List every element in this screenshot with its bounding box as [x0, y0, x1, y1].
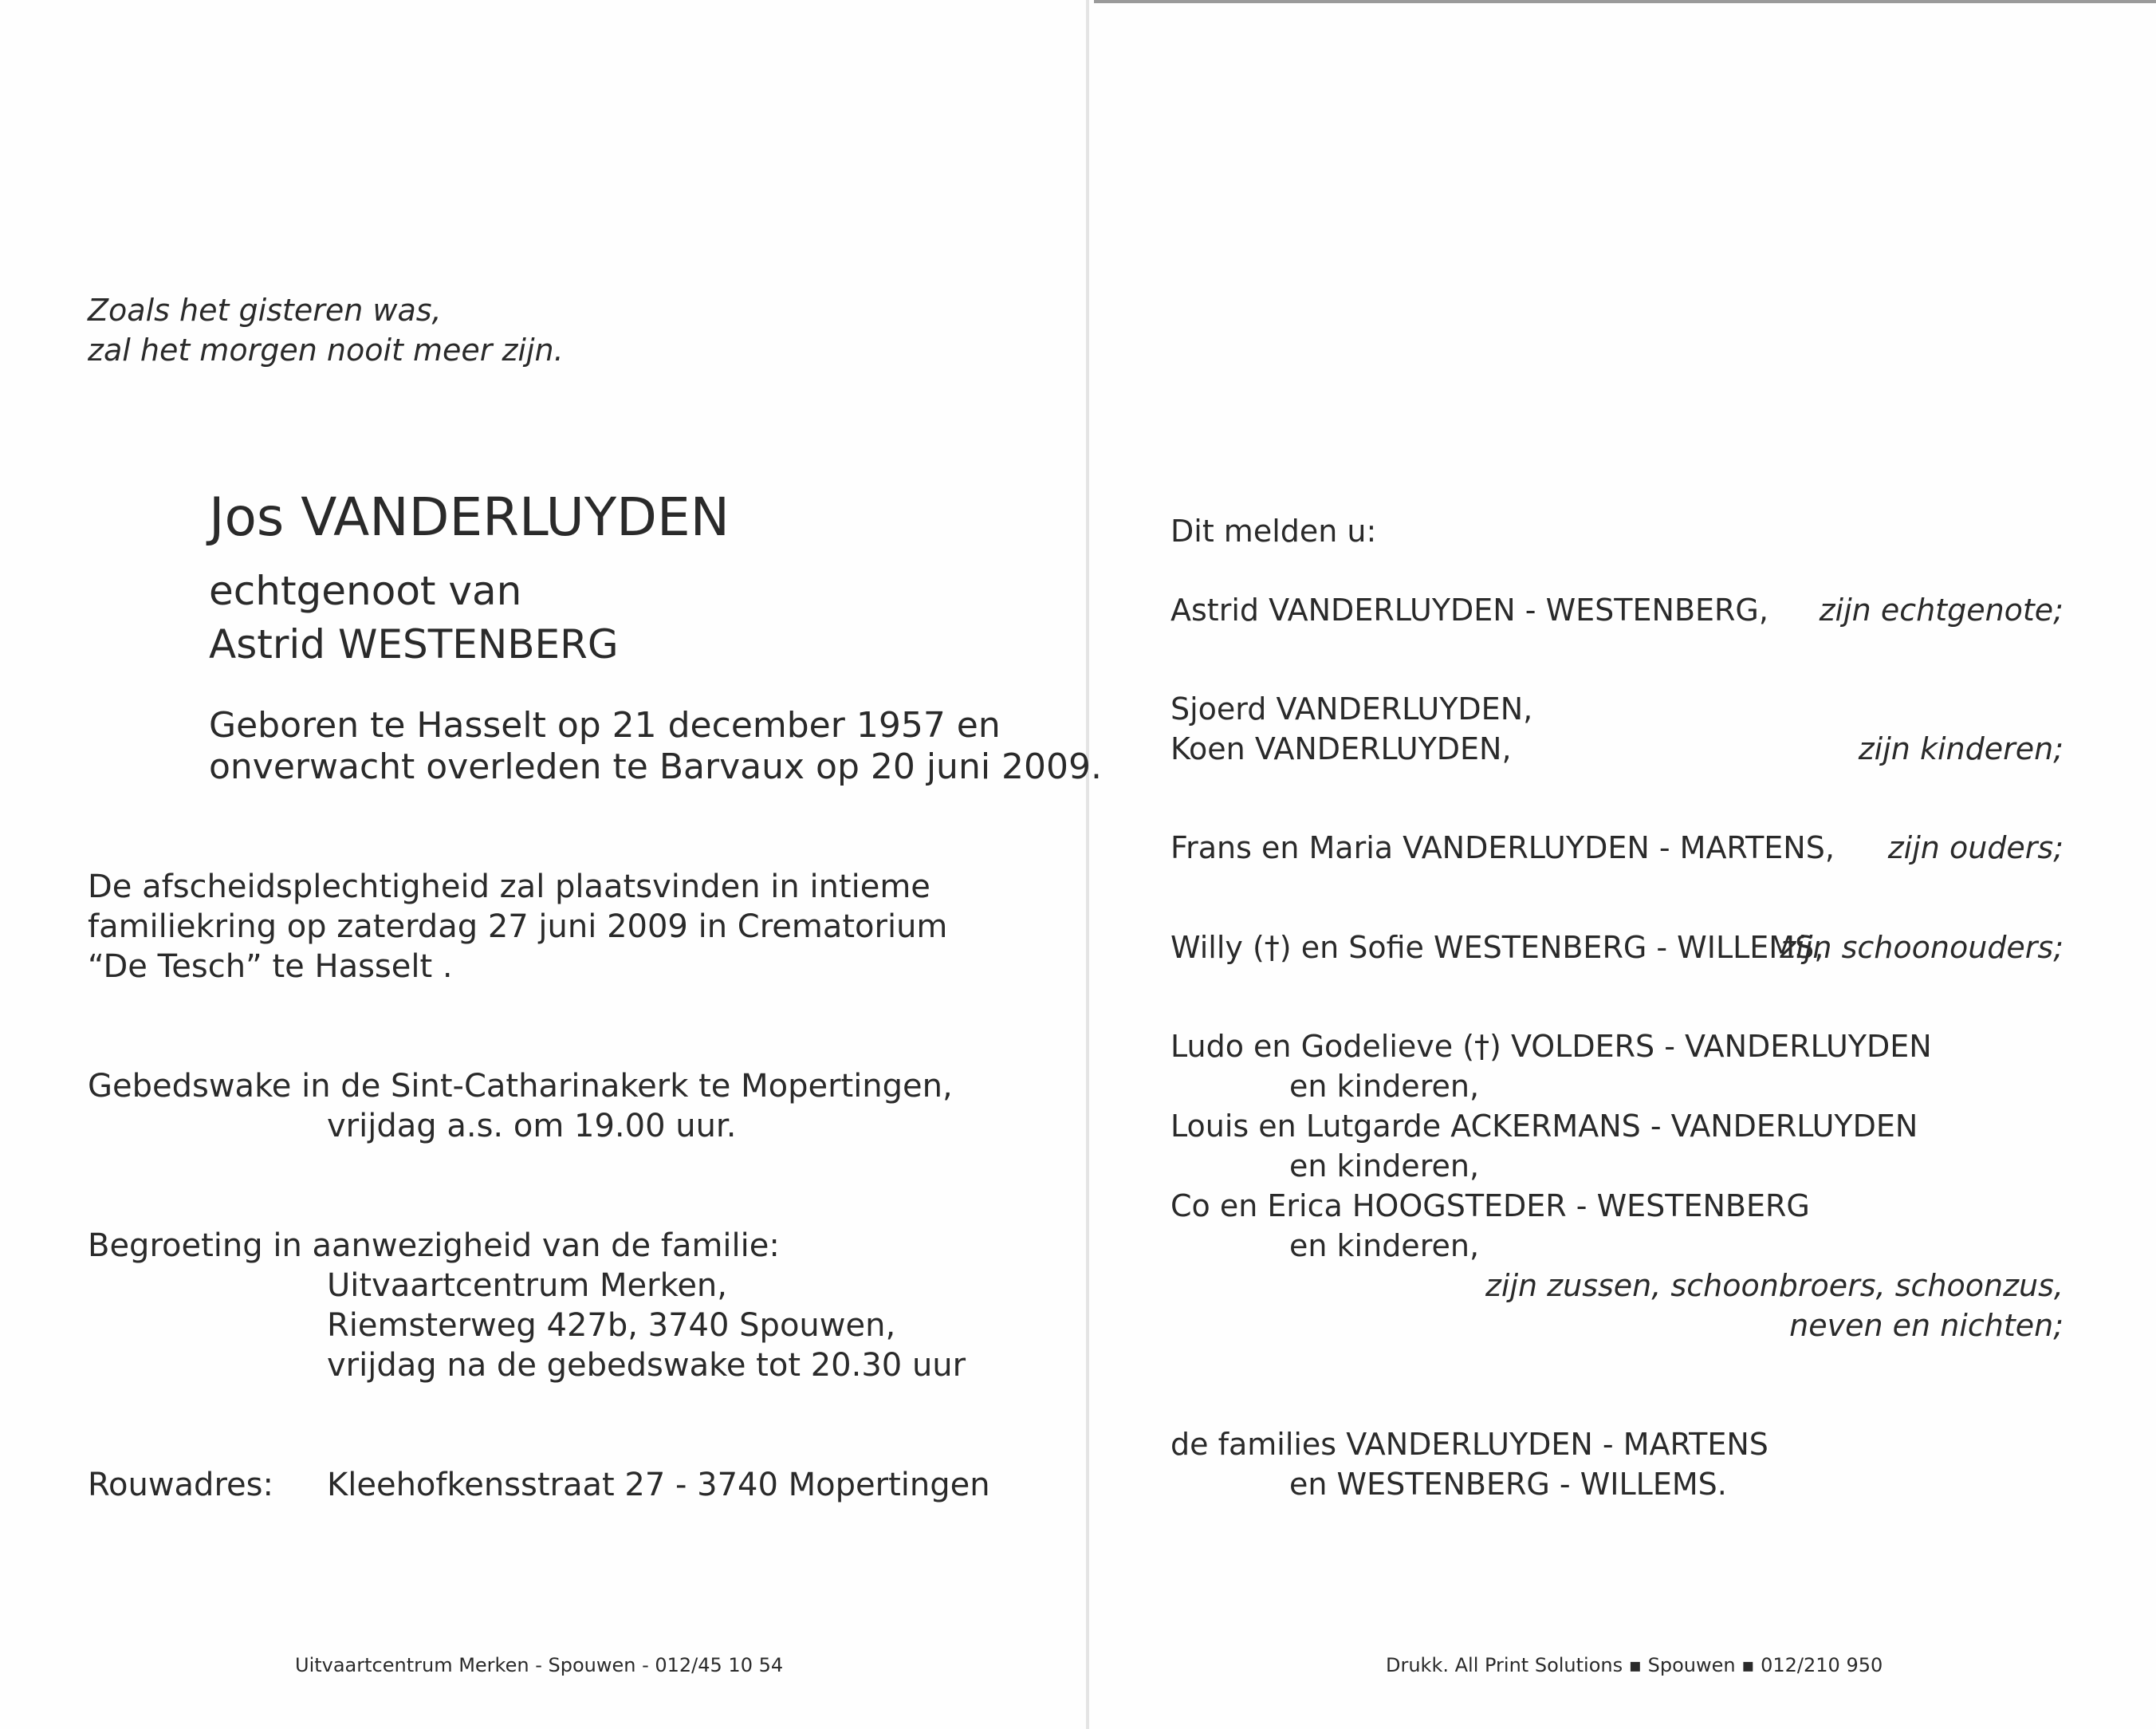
sibling-2: Louis en Lutgarde ACKERMANS - VANDERLUYDEN: [1170, 1109, 1918, 1144]
ceremony-line-3: “De Tesch” te Hasselt .: [88, 948, 453, 985]
right-footer: Drukk. All Print Solutions ▪ Spouwen ▪ 012/210 950: [1386, 1654, 1883, 1676]
inlaws-entry: Willy (†) en Sofie WESTENBERG - WILLEMS,: [1170, 930, 1824, 965]
address-value: Kleehofkensstraat 27 - 3740 Mopertingen: [327, 1467, 990, 1503]
greeting-line-4: vrijdag na de gebedswake tot 20.30 uur: [327, 1347, 966, 1384]
quote-line-2: zal het morgen nooit meer zijn.: [88, 333, 564, 368]
greeting-line-3: Riemsterweg 427b, 3740 Spouwen,: [327, 1307, 896, 1344]
birth-line-1: Geboren te Hasselt op 21 december 1957 en: [209, 705, 1001, 746]
greeting-line-2: Uitvaartcentrum Merken,: [327, 1267, 727, 1304]
birth-line-2: onverwacht overleden te Barvaux op 20 juni 2009.: [209, 746, 1103, 787]
families-line-1: de families VANDERLUYDEN - MARTENS: [1170, 1427, 1768, 1462]
top-edge-line: [1094, 0, 2156, 3]
deceased-name: Jos VANDERLUYDEN: [209, 486, 730, 548]
families-line-2: en WESTENBERG - WILLEMS.: [1289, 1467, 1727, 1502]
children-role: zijn kinderen;: [1858, 731, 2064, 766]
wake-line-1: Gebedswake in de Sint-Catharinakerk te Mopertingen,: [88, 1068, 953, 1105]
intro-text: Dit melden u:: [1170, 514, 1377, 549]
address-label: Rouwadres:: [88, 1467, 273, 1503]
ceremony-line-1: De afscheidsplechtigheid zal plaatsvinden in intieme: [88, 868, 930, 905]
child-2: Koen VANDERLUYDEN,: [1170, 731, 1512, 766]
parents-entry: Frans en Maria VANDERLUYDEN - MARTENS,: [1170, 830, 1835, 865]
spouse-name: Astrid WESTENBERG: [209, 621, 619, 668]
sibling-1: Ludo en Godelieve (†) VOLDERS - VANDERLUYDEN: [1170, 1029, 1932, 1064]
parents-role: zijn ouders;: [1887, 830, 2064, 865]
inlaws-role: zijn schoonouders;: [1780, 930, 2064, 965]
ceremony-line-2: familiekring op zaterdag 27 juni 2009 in Crematorium: [88, 908, 948, 945]
spouse-prefix: echtgenoot van: [209, 568, 522, 614]
sibling-1-children: en kinderen,: [1289, 1069, 1480, 1104]
wake-line-2: vrijdag a.s. om 19.00 uur.: [327, 1108, 737, 1144]
left-footer: Uitvaartcentrum Merken - Spouwen - 012/45 10 54: [295, 1654, 784, 1676]
sibling-3-children: en kinderen,: [1289, 1228, 1480, 1263]
sibling-2-children: en kinderen,: [1289, 1148, 1480, 1184]
sibling-3: Co en Erica HOOGSTEDER - WESTENBERG: [1170, 1188, 1810, 1223]
quote-line-1: Zoals het gisteren was,: [88, 293, 442, 328]
spouse-role: zijn echtgenote;: [1819, 593, 2064, 628]
spouse-entry: Astrid VANDERLUYDEN - WESTENBERG,: [1170, 593, 1768, 628]
siblings-role-2: neven en nichten;: [1789, 1308, 2064, 1343]
greeting-line-1: Begroeting in aanwezigheid van de familie:: [88, 1227, 780, 1264]
siblings-role-1: zijn zussen, schoonbroers, schoonzus,: [1485, 1268, 2064, 1303]
child-1: Sjoerd VANDERLUYDEN,: [1170, 691, 1533, 727]
page-fold: [1086, 0, 1089, 1729]
